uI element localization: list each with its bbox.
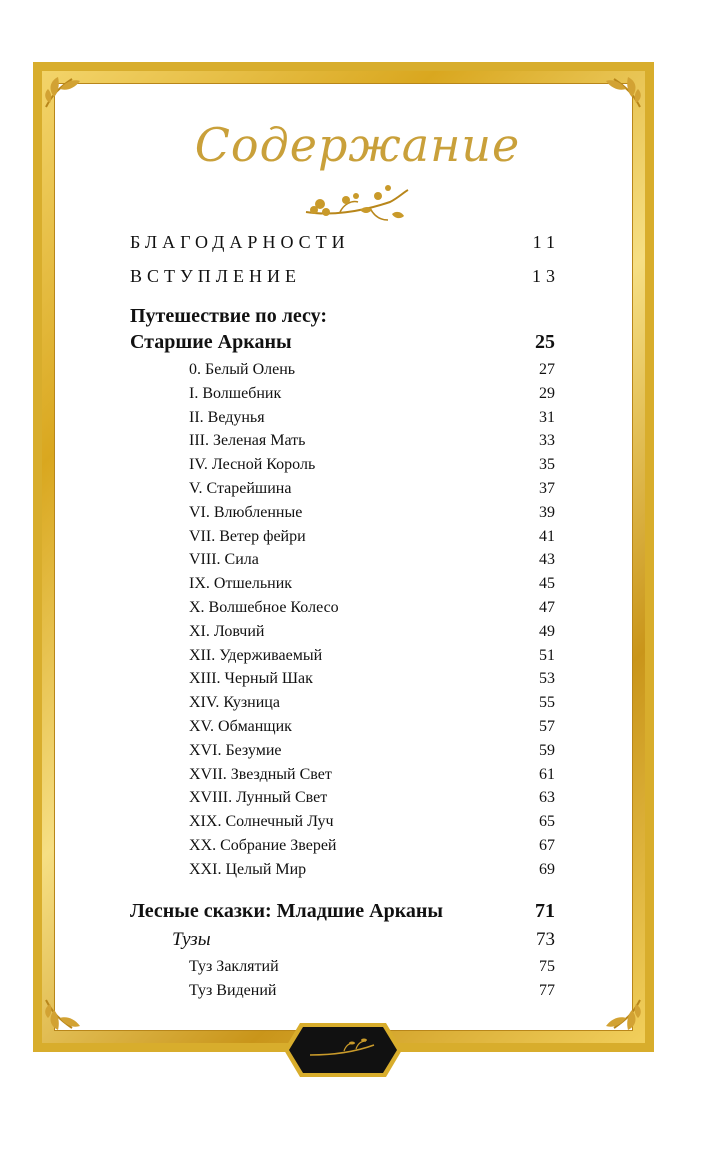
toc-entry-page: 45 (539, 575, 555, 593)
toc-entry[interactable] (189, 694, 555, 712)
toc-entry-page: 27 (539, 361, 555, 378)
toc-entry[interactable] (189, 861, 555, 879)
toc-entry[interactable] (189, 480, 555, 498)
toc-entry-page: 47 (539, 599, 555, 616)
part-heading-line2: Старшие Арканы (130, 331, 292, 353)
toc-entry-page: 29 (539, 384, 555, 402)
toc-entry-page: 77 (539, 982, 555, 999)
toc-entry-label: II. Ведунья (189, 408, 265, 426)
toc-entry-page: 57 (539, 718, 555, 735)
toc-entry-ace-of-visions[interactable] (189, 982, 555, 1000)
toc-entry-page: 13 (532, 266, 560, 286)
toc-entry-label: III. Зеленая Мать (189, 432, 306, 450)
toc-entry[interactable] (189, 718, 555, 736)
toc-entry-label: XVII. Звездный Свет (189, 765, 332, 783)
toc-entry[interactable] (189, 789, 555, 807)
toc-entry-label: XVI. Безумие (189, 741, 282, 759)
toc-entry-page: 63 (539, 789, 555, 807)
toc-entry-page: 49 (539, 622, 555, 640)
toc-entry[interactable] (189, 670, 555, 688)
toc-entry-page: 59 (539, 741, 555, 759)
corner-leaf-icon (42, 71, 82, 111)
toc-entry[interactable] (189, 742, 555, 760)
toc-entry[interactable] (189, 766, 555, 784)
toc-entry-acknowledgements[interactable] (130, 232, 560, 253)
toc-entry-page: 51 (539, 646, 555, 664)
toc-entry-page: 41 (539, 527, 555, 545)
toc-entry-label: XX. Собрание Зверей (189, 837, 337, 854)
toc-entry-aces[interactable] (172, 929, 555, 951)
toc-entry-page: 75 (539, 958, 555, 975)
toc-entry-page: 61 (539, 765, 555, 783)
toc-entry-label: ВСТУПЛЕНИЕ (130, 266, 301, 286)
toc-entry[interactable] (189, 647, 555, 665)
toc-entry-label: IX. Отшельник (189, 575, 293, 593)
toc-entry-label: V. Старейшина (189, 480, 292, 497)
toc-entry[interactable] (189, 599, 555, 617)
toc-entry-page: 39 (539, 503, 555, 521)
toc-entry-label: VI. Влюбленные (189, 503, 303, 521)
toc-entry-ace-of-spells[interactable] (189, 958, 555, 976)
toc-entry-label: XII. Удерживаемый (189, 646, 323, 664)
toc-entry[interactable] (189, 551, 555, 569)
corner-leaf-icon (604, 71, 644, 111)
toc-entry-label: XXI. Целый Мир (189, 860, 307, 878)
toc-entry-major-arcana[interactable] (130, 331, 555, 354)
part-heading-line1: Путешествие по лесу: (130, 305, 328, 327)
toc-entry-page: 71 (535, 900, 555, 922)
toc-entry-page: 25 (535, 331, 555, 353)
toc-entry-label: 0. Белый Олень (189, 361, 296, 378)
toc-entry-label: X. Волшебное Колесо (189, 599, 339, 616)
toc-entry-label: XI. Ловчий (189, 622, 265, 640)
toc-entry-page: 67 (539, 837, 555, 854)
toc-entry[interactable] (189, 432, 555, 450)
toc-entry-introduction[interactable] (130, 266, 560, 287)
bottom-badge (282, 1021, 404, 1079)
toc-entry-page: 65 (539, 813, 555, 831)
toc-entry-label: Тузы (172, 929, 211, 950)
toc-entry-page: 11 (532, 232, 560, 252)
toc-entry[interactable] (189, 837, 555, 855)
toc-entry-minor-arcana[interactable] (130, 900, 555, 923)
toc-entry-label: Лесные сказки: Младшие Арканы (130, 900, 444, 922)
toc-entry-page: 53 (539, 670, 555, 688)
toc-entry-label: VIII. Сила (189, 551, 259, 569)
toc-entry-page: 37 (539, 480, 555, 497)
toc-entry-label: IV. Лесной Король (189, 456, 316, 474)
toc-entry-label: XIX. Солнечный Луч (189, 813, 334, 831)
toc-entry-label: XIV. Кузница (189, 694, 280, 712)
toc-entry-label: Туз Заклятий (189, 958, 279, 975)
toc-entry-page: 55 (539, 694, 555, 712)
toc-entry[interactable] (189, 361, 555, 379)
toc-entry[interactable] (189, 504, 555, 522)
corner-leaf-icon (42, 996, 82, 1036)
toc-entry[interactable] (189, 409, 555, 427)
corner-leaf-icon (604, 996, 644, 1036)
toc-entry[interactable] (189, 623, 555, 641)
toc-entry[interactable] (189, 575, 555, 593)
toc-entry-label: I. Волшебник (189, 384, 282, 402)
toc-entry-label: XV. Обманщик (189, 718, 292, 735)
toc-entry[interactable] (189, 813, 555, 831)
toc-entry[interactable] (189, 528, 555, 546)
toc-entry-label: XIII. Черный Шак (189, 670, 313, 688)
toc-entry-page: 33 (539, 432, 555, 450)
toc-entry[interactable] (189, 456, 555, 474)
toc-entry-page: 31 (539, 408, 555, 426)
toc-entry[interactable] (189, 385, 555, 403)
toc-entry-label: Туз Видений (189, 982, 277, 999)
page-title: Содержание (194, 118, 521, 172)
floral-ornament-icon (300, 182, 412, 226)
toc-entry-page: 73 (536, 929, 555, 950)
toc-entry-page: 35 (539, 456, 555, 474)
toc-entry-label: БЛАГОДАРНОСТИ (130, 232, 350, 252)
toc-entry-label: XVIII. Лунный Свет (189, 789, 328, 807)
toc-entry-page: 69 (539, 860, 555, 878)
toc-entry-page: 43 (539, 551, 555, 569)
toc-entry-label: VII. Ветер фейри (189, 527, 306, 545)
